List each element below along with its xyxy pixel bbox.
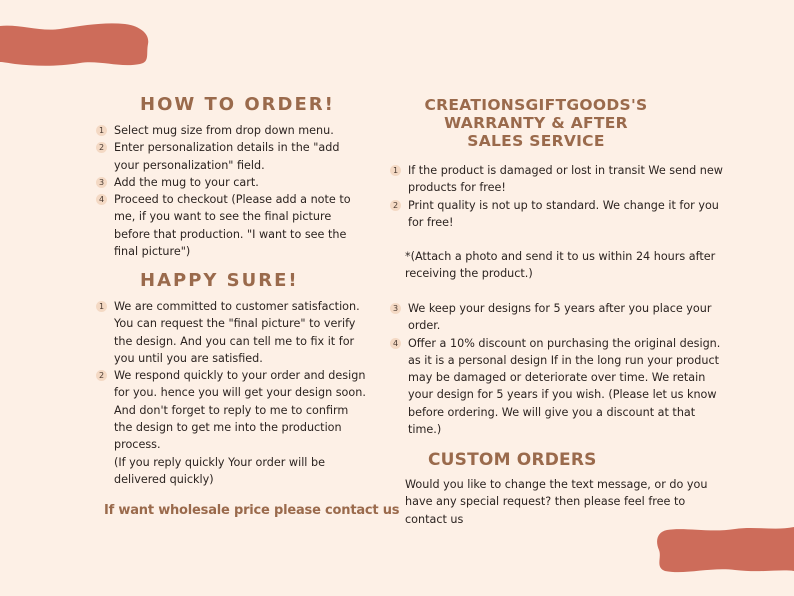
warranty-list-a (394, 162, 724, 231)
step-number: 4 (390, 338, 401, 349)
how-to-order-list (100, 122, 365, 260)
list-item: 3 Add the mug to your cart. (100, 174, 365, 191)
list-item: 4 Offer a 10% discount on purchasing the original design. as it is a personal design If in the long run your product may be damaged or deteriorate over time. We retain your design for 5 years if you wish. (Please let us know before ordering. We will give you a discount at that time.) (394, 335, 724, 439)
list-item: 1 If the product is damaged or lost in transit We send new products for free! (394, 162, 724, 197)
decorative-wave-bottom-right (655, 525, 794, 575)
list-item: 1 Select mug size from drop down menu. (100, 122, 365, 139)
step-number: 1 (390, 165, 401, 176)
list-item: 1 We are committed to customer satisfaction. You can request the "final picture" to verify the design. And you can tell me to fix it for you until you are satisfied. (100, 298, 368, 367)
happy-sure-list (100, 298, 368, 488)
step-number: 2 (96, 370, 107, 381)
step-number: 1 (96, 125, 107, 136)
step-number: 3 (96, 177, 107, 188)
step-number: 3 (390, 303, 401, 314)
list-item: 3 We keep your designs for 5 years after you place your order. (394, 300, 724, 335)
decorative-wave-top-left (0, 22, 150, 68)
warranty-list-b (394, 300, 724, 438)
custom-orders-text: Would you like to change the text message, or do you have any special request? then please feel free to contact us (405, 478, 708, 526)
wholesale-contact-note: If want wholesale price please contact us (104, 503, 400, 518)
step-number: 2 (96, 142, 107, 153)
list-item: 4 Proceed to checkout (Please add a note to me, if you want to see the final picture before that production. "I want to see the final picture") (100, 191, 365, 260)
list-item: 2 We respond quickly to your order and design for you. hence you will get your design soon. And don't forget to reply to me to confirm the design to get me into the production process. (If you reply quickly Your order will be delivered quickly) (100, 367, 368, 488)
step-number: 4 (96, 194, 107, 205)
warranty-title: CREATIONSGIFTGOODS'S WARRANTY & AFTER SALES SERVICE (424, 96, 648, 150)
happy-sure-title: HAPPY SURE! (140, 270, 299, 291)
step-number: 1 (96, 301, 107, 312)
warranty-note: *(Attach a photo and send it to us within 24 hours after receiving the product.) (405, 250, 716, 281)
list-item: 2 Print quality is not up to standard. We change it for you for free! (394, 197, 724, 232)
list-item: 2 Enter personalization details in the "add your personalization" field. (100, 139, 365, 174)
step-number: 2 (390, 200, 401, 211)
how-to-order-title: HOW TO ORDER! (140, 94, 335, 115)
custom-orders-title: CUSTOM ORDERS (428, 450, 597, 470)
